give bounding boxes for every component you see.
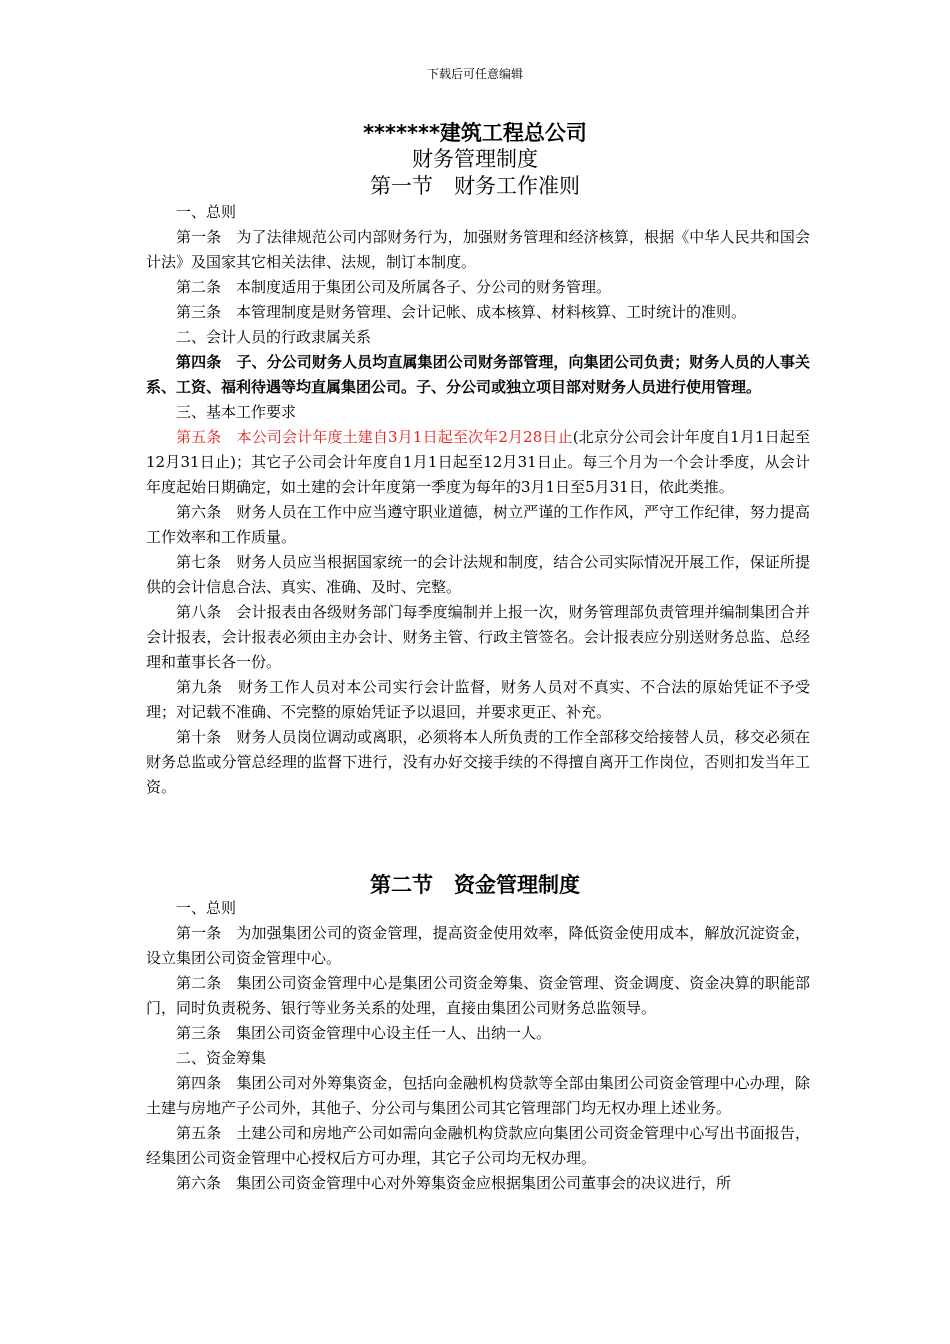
s2-article-6: 第六条 集团公司资金管理中心对外筹集资金应根据集团公司董事会的决议进行，所 xyxy=(176,1174,732,1192)
s2-article-5: 第五条 土建公司和房地产公司如需向金融机构贷款应向集团公司资金管理中心写出书面报告，经集团公司资金管理中心授权后方可办理，其它子公司均无权办理。 xyxy=(146,1124,810,1167)
section2-heading-1: 一、总则 xyxy=(176,899,237,917)
section1-heading-3: 三、基本工作要求 xyxy=(176,403,297,421)
title-block xyxy=(0,120,950,200)
article-5 xyxy=(146,425,810,500)
section1-heading-1: 一、总则 xyxy=(176,203,237,221)
article-4: 第四条 子、分公司财务人员均直属集团公司财务部管理，向集团公司负责；财务人员的人事关系、工资、福利待遇等均直属集团公司。子、分公司或独立项目部对财务人员进行使用管理。 xyxy=(146,353,810,396)
article-5-rest: (北京分公司会计年度自1月1日起至12月31日止)；其它子公司会计年度自1月1日起至12月31日止。每三个月为一个会计季度，从会计年度起始日期确定，如土建的会计年度第一季度为每年的3月1日至5月31日，依此类推。 xyxy=(146,428,810,496)
article-8: 第八条 会计报表由各级财务部门每季度编制并上报一次，财务管理部负责管理并编制集团合并会计报表，会计报表必须由主办会计、财务主管、行政主管签名。会计报表应分别送财务总监、总经理和董事长各一份。 xyxy=(146,603,810,671)
article-1: 第一条 为了法律规范公司内部财务行为，加强财务管理和经济核算，根据《中华人民共和国会计法》及国家其它相关法律、法规，制订本制度。 xyxy=(146,228,810,271)
section2-title: 第二节 资金管理制度 xyxy=(370,873,580,897)
article-2: 第二条 本制度适用于集团公司及所属各子、分公司的财务管理。 xyxy=(176,278,612,296)
header-note: 下载后可任意编辑 xyxy=(426,67,523,81)
article-6: 第六条 财务人员在工作中应当遵守职业道德，树立严谨的工作作风，严守工作纪律，努力提高工作效率和工作质量。 xyxy=(146,503,810,546)
company-title: *******建筑工程总公司 xyxy=(363,121,587,145)
section2-body xyxy=(146,896,810,1196)
article-7: 第七条 财务人员应当根据国家统一的会计法规和制度，结合公司实际情况开展工作，保证所提供的会计信息合法、真实、准确、及时、完整。 xyxy=(146,553,810,596)
section1-heading-2: 二、会计人员的行政隶属关系 xyxy=(176,328,372,346)
s2-article-4: 第四条 集团公司对外筹集资金，包括向金融机构贷款等全部由集团公司资金管理中心办理，除土建与房地产子公司外，其他子、分公司与集团公司其它管理部门均无权办理上述业务。 xyxy=(146,1074,810,1117)
article-3: 第三条 本管理制度是财务管理、会计记帐、成本核算、材料核算、工时统计的准则。 xyxy=(176,303,747,321)
article-10: 第十条 财务人员岗位调动或离职，必须将本人所负责的工作全部移交给接替人员，移交必须在财务总监或分管总经理的监督下进行，没有办好交接手续的不得擅自离开工作岗位，否则扣发当年工资。 xyxy=(146,728,810,796)
section1-title: 第一节 财务工作准则 xyxy=(370,174,580,198)
s2-article-2: 第二条 集团公司资金管理中心是集团公司资金筹集、资金管理、资金调度、资金决算的职能部门，同时负责税务、银行等业务关系的处理，直接由集团公司财务总监领导。 xyxy=(146,974,810,1017)
section2-heading-2: 二、资金筹集 xyxy=(176,1049,267,1067)
section1-body xyxy=(146,200,810,800)
document-title: 财务管理制度 xyxy=(412,147,538,171)
s2-article-1: 第一条 为加强集团公司的资金管理，提高资金使用效率，降低资金使用成本，解放沉淀资金，设立集团公司资金管理中心。 xyxy=(146,924,810,967)
article-5-highlight: 第五条 本公司会计年度土建自3月1日起至次年2月28日止 xyxy=(176,428,573,446)
s2-article-3: 第三条 集团公司资金管理中心设主任一人、出纳一人。 xyxy=(176,1024,552,1042)
article-9: 第九条 财务工作人员对本公司实行会计监督，财务人员对不真实、不合法的原始凭证不予受理；对记载不准确、不完整的原始凭证予以退回，并要求更正、补充。 xyxy=(146,678,810,721)
